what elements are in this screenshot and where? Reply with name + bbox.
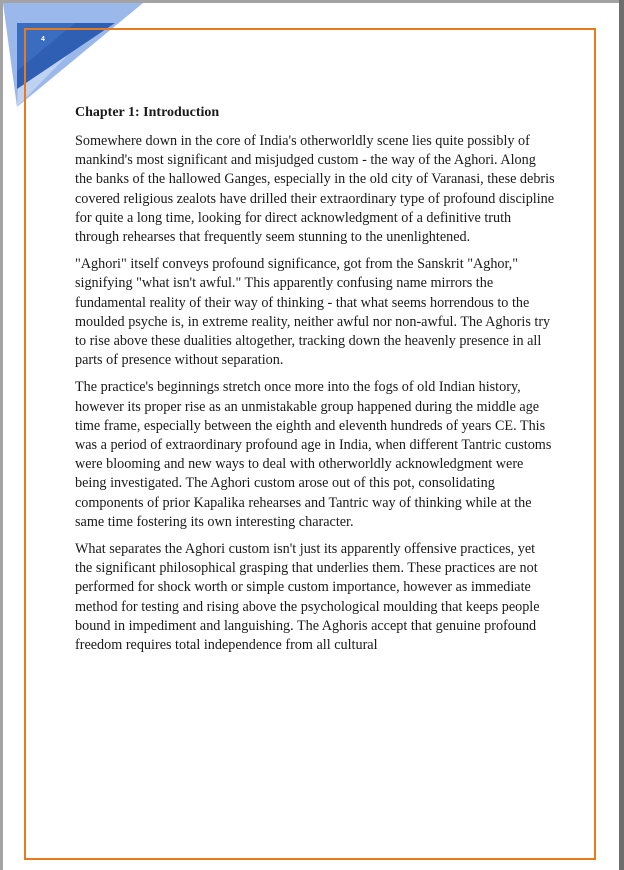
- page-number: 4: [41, 36, 45, 43]
- vertical-scrollbar[interactable]: [619, 0, 624, 870]
- chapter-title: Chapter 1: Introduction: [75, 105, 220, 120]
- page-content: [75, 104, 555, 663]
- document-page: [3, 3, 619, 870]
- paragraph: "Aghori" itself conveys profound significance, got from the Sanskrit "Aghor," signifying "what isn't awful." This apparently confusing name mirrors the fundamental reality of their way of thinking - that what seems horrendous to the moulded psyche is, in extreme reality, neither awful nor non-awful. The Aghoris try to rise above these dualities altogether, tracking down the heavenly presence in all parts of presence without separation.: [75, 256, 551, 369]
- paragraph: What separates the Aghori custom isn't just its apparently offensive practices, yet the significant philosophical grasping that underlies them. These practices are not performed for shock worth or simple custom importance, however as immediate method for testing and rising above the psychological moulding that keeps people bound in impediment and languishing. The Aghoris accept that genuine profound freedom requires total independence from all cultural: [75, 541, 540, 654]
- paragraph: Somewhere down in the core of India's otherworldly scene lies quite possibly of mankind's most significant and misjudged custom - the way of the Aghori. Along the banks of the hallowed Ganges, especially in the old city of Varanasi, these debris covered religious zealots have drilled their extraordinary type of profound discipline for quite a long time, looking for direct acknowledgment of a definitive truth through rehearses that frequently seem stunning to the unenlightened.: [75, 133, 555, 246]
- paragraph: The practice's beginnings stretch once more into the fogs of old Indian history, however its proper rise as an unmistakable group happened during the middle age time frame, especially between the eighth and eleventh hundreds of years CE. This was a period of extraordinary profound age in India, when different Tantric customs were blooming and new ways to deal with otherworldly acknowledgment were being investigated. The Aghori custom arose out of this pot, consolidating components of prior Kapalika rehearses and Tantric way of thinking while at the same time fostering its own interesting character.: [75, 379, 552, 530]
